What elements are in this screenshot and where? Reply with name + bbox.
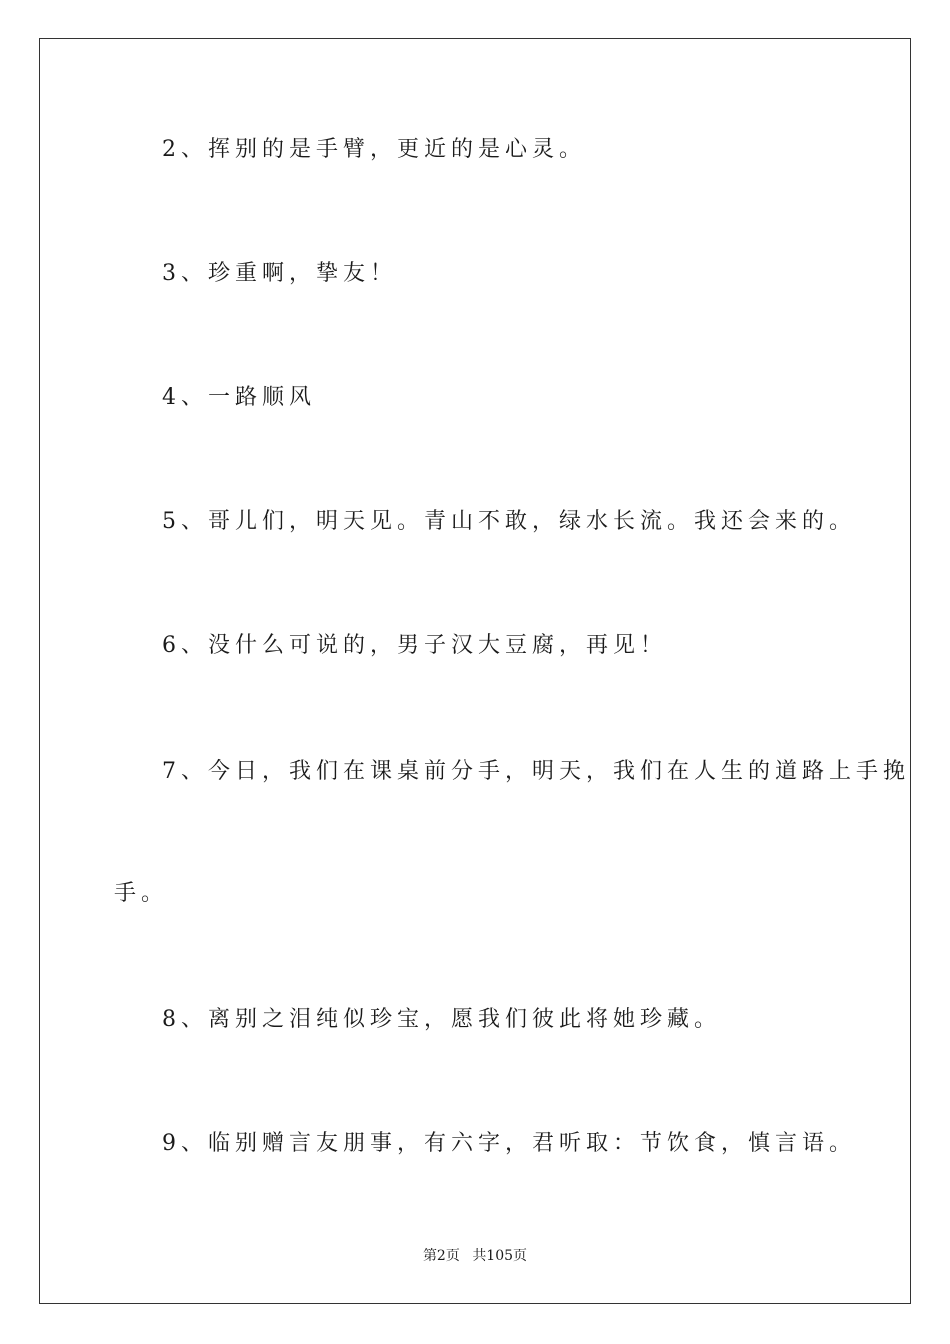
text-line-2: 2、挥别的是手臂，更近的是心灵。 [162, 137, 586, 162]
page-total: 共105页 [472, 1248, 528, 1264]
page-border [39, 38, 911, 1304]
text-line-7: 7、今日，我们在课桌前分手，明天，我们在人生的道路上手挽 [162, 759, 910, 784]
text-line-5: 5、哥儿们，明天见。青山不敢，绿水长流。我还会来的。 [162, 509, 856, 534]
text-line-6: 6、没什么可说的，男子汉大豆腐，再见！ [162, 633, 667, 658]
text-line-3: 3、珍重啊，挚友！ [162, 261, 397, 286]
text-line-8: 8、离别之泪纯似珍宝，愿我们彼此将她珍藏。 [162, 1007, 721, 1032]
page-footer [0, 1246, 950, 1266]
text-line-7-continuation: 手。 [114, 881, 169, 906]
text-line-9: 9、临别赠言友朋事，有六字，君听取：节饮食，慎言语。 [162, 1131, 856, 1156]
text-line-4: 4、一路顺风 [162, 385, 316, 410]
page-number: 第2页 [422, 1248, 460, 1264]
